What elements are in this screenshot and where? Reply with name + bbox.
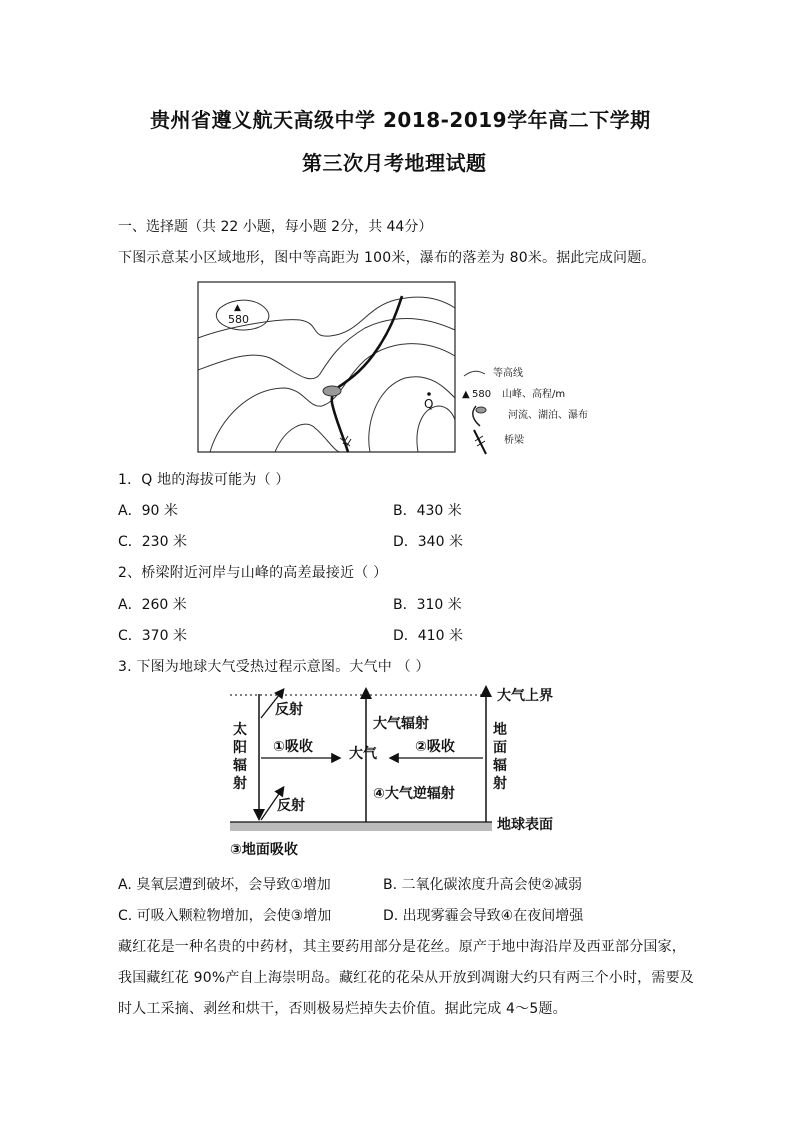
- intro-text-1: 下图示意某小区域地形，图中等高距为 100米，瀑布的落差为 80米。据此完成问题。: [118, 250, 656, 266]
- ground-surface: [230, 822, 492, 831]
- label-absorb-2: ②吸收: [415, 739, 455, 755]
- q3-option-d: D. 出现雾霾会导致④在夜间增强: [383, 908, 584, 924]
- q3-option-a: A. 臭氧层遭到破坏，会导致①增加: [118, 877, 331, 893]
- q2-option-a: A．260 米: [118, 597, 187, 613]
- label-back-radiation: ④大气逆辐射: [373, 786, 455, 802]
- solar-char-2: 阳: [233, 740, 247, 756]
- ground-char-4: 射: [493, 776, 507, 792]
- q2-option-c: C．370 米: [118, 628, 187, 644]
- label-earth-surface: 地球表面: [497, 817, 553, 833]
- q2-option-b: B．310 米: [393, 597, 462, 613]
- q3-option-b: B. 二氧化碳浓度升高会使②减弱: [383, 877, 583, 893]
- passage-line-2: 我国藏红花 90%产自上海崇明岛。藏红花的花朵从开放到凋谢大约只有两三个小时，需要及: [118, 970, 694, 986]
- q-label: Q: [424, 397, 434, 411]
- q1-option-a: A．90 米: [118, 503, 178, 519]
- solar-char-4: 射: [233, 776, 247, 792]
- map-legend: [462, 366, 588, 454]
- ground-char-2: 面: [493, 740, 507, 756]
- q1-option-d: D．340 米: [393, 534, 463, 550]
- ground-char-1: 地: [493, 722, 507, 738]
- peak-value: 580: [228, 313, 249, 326]
- label-reflect-top: 反射: [275, 702, 303, 718]
- solar-char-1: 太: [233, 722, 247, 738]
- legend-contour-symbol: [464, 371, 485, 376]
- ground-hatch: [230, 822, 492, 831]
- label-absorb-1: ①吸收: [273, 739, 313, 755]
- page-title: 贵州省遵义航天高级中学 2018-2019学年高二下学期: [150, 108, 651, 132]
- solar-char-3: 辐: [233, 758, 247, 774]
- label-ground-absorb: ③地面吸收: [230, 842, 298, 858]
- label-ground-radiation: [492, 721, 507, 792]
- q3-stem: 3. 下图为地球大气受热过程示意图。大气中 （ ）: [118, 659, 430, 675]
- label-reflect-bottom: 反射: [277, 798, 305, 814]
- legend-peak-number: 580: [472, 389, 492, 400]
- legend-bridge: 桥梁: [504, 435, 524, 446]
- section-heading: 一、选择题（共 22 小题，每小题 2分，共 44分）: [118, 219, 433, 235]
- legend-river: 河流、湖泊、瀑布: [508, 410, 588, 421]
- q1-stem: 1．Q 地的海拔可能为（ ）: [118, 472, 290, 488]
- q-point: [427, 392, 431, 396]
- legend-peak-icon: ▲: [462, 389, 470, 400]
- legend-peak: 山峰、高程/m: [502, 389, 566, 400]
- label-atmosphere-top: 大气上界: [497, 688, 553, 704]
- legend-contour: 等高线: [493, 368, 523, 379]
- passage-line-1: 藏红花是一种名贵的中药材，其主要药用部分是花丝。原产于地中海沿岸及西亚部分国家，: [118, 939, 686, 955]
- page-subtitle: 第三次月考地理试题: [302, 151, 487, 175]
- q2-option-d: D．410 米: [393, 628, 463, 644]
- q1-option-b: B．430 米: [393, 503, 462, 519]
- ground-char-3: 辐: [493, 758, 507, 774]
- peak-icon: ▲: [234, 303, 241, 313]
- label-atmosphere-radiation: 大气辐射: [373, 716, 429, 732]
- q2-stem: 2、桥梁附近河岸与山峰的高差最接近（ ）: [118, 565, 388, 581]
- lake: [323, 386, 341, 396]
- legend-lake-symbol: [476, 407, 486, 413]
- q3-option-c: C. 可吸入颗粒物增加，会使③增加: [118, 908, 332, 924]
- q1-option-c: C．230 米: [118, 534, 187, 550]
- atmosphere-heating-diagram: [225, 682, 575, 860]
- passage-line-3: 时人工采摘、剥丝和烘干，否则极易烂掉失去价值。据此完成 4～5题。: [118, 1001, 567, 1017]
- label-atmosphere: 大气: [349, 746, 377, 762]
- topo-map-figure: [190, 278, 620, 460]
- label-solar-radiation: [232, 721, 247, 792]
